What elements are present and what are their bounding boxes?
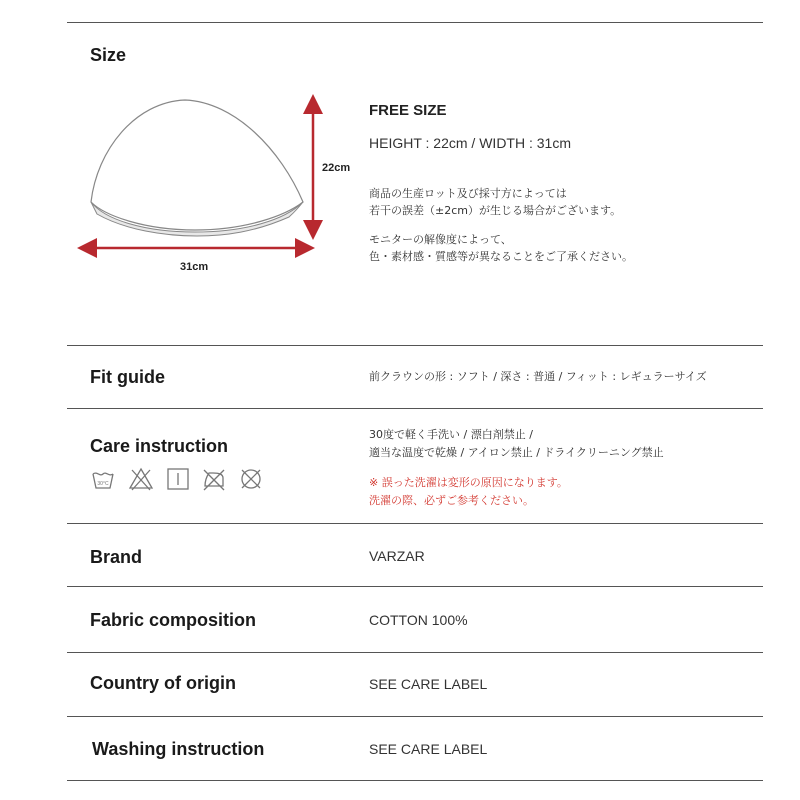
divider-fit: [67, 408, 763, 409]
height-label: 22cm: [322, 162, 351, 174]
fit-guide-title: Fit guide: [90, 367, 165, 387]
hand-wash-30-icon: [90, 466, 116, 492]
size-dimensions: HEIGHT : 22cm / WIDTH : 31cm: [369, 135, 571, 151]
care-line1: 30度で軽く手洗い / 漂白剤禁止 /: [369, 428, 533, 441]
hat-outline: [91, 100, 303, 230]
width-label: 31cm: [180, 261, 209, 273]
fit-guide-value: 前クラウンの形 : ソフト / 深さ : 普通 / フィット : レギュラーサイズ: [369, 370, 707, 383]
washing-value: SEE CARE LABEL: [369, 741, 488, 757]
fabric-value: COTTON 100%: [369, 612, 468, 628]
no-iron-icon: [201, 466, 227, 492]
no-dry-clean-icon: [238, 466, 264, 492]
divider-top: [67, 22, 763, 23]
divider-size: [67, 345, 763, 346]
dry-icon: [165, 466, 191, 492]
wash-temp-label: 30°C: [97, 481, 109, 487]
brand-title: Brand: [90, 547, 143, 567]
care-warning1: ※ 誤った洗濯は変形の原因になります。: [369, 476, 568, 489]
brand-value: VARZAR: [369, 548, 425, 564]
no-bleach-icon: [128, 466, 154, 492]
care-title: Care instruction: [90, 436, 229, 456]
size-note1-line2: 若干の誤差（±2cm）が生じる場合がございます。: [369, 204, 622, 217]
divider-origin: [67, 716, 763, 717]
care-warning2: 洗濯の際、必ずご参考ください。: [369, 494, 534, 507]
care-line2: 適当な温度で乾燥 / アイロン禁止 / ドライクリーニング禁止: [369, 446, 664, 459]
size-note2-line1: モニターの解像度によって、: [369, 233, 512, 246]
hat-size-diagram: [75, 90, 365, 280]
divider-brand: [67, 586, 763, 587]
divider-bottom: [67, 780, 763, 781]
divider-fabric: [67, 652, 763, 653]
size-note1-line1: 商品の生産ロット及び採寸方によっては: [369, 187, 567, 200]
size-title: Size: [90, 45, 127, 65]
free-size-label: FREE SIZE: [369, 102, 447, 119]
fabric-title: Fabric composition: [90, 610, 257, 630]
washing-title: Washing instruction: [92, 739, 265, 759]
divider-care: [67, 523, 763, 524]
origin-title: Country of origin: [90, 673, 236, 693]
size-note2-line2: 色・素材感・質感等が異なることをご了承ください。: [369, 250, 633, 263]
origin-value: SEE CARE LABEL: [369, 676, 488, 692]
